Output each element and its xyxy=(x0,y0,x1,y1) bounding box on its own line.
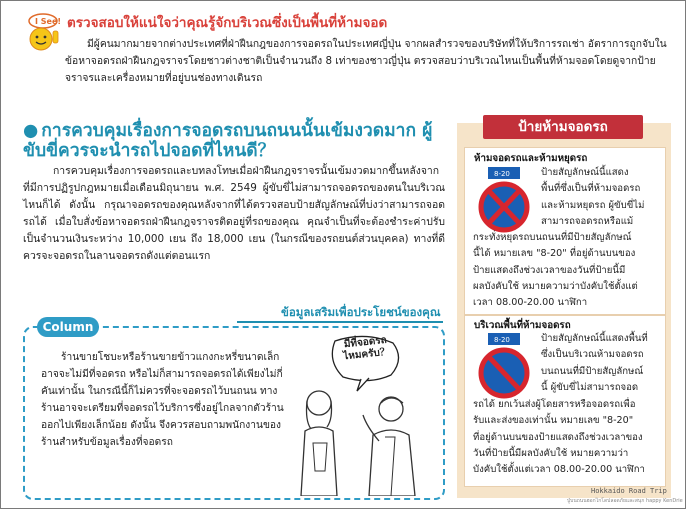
sign1-side-line: สามารถจอดรถหรือแม้ xyxy=(541,215,634,227)
sign2-side-line: บนถนนที่มีป้ายสัญลักษณ์ xyxy=(541,365,644,377)
sign2-plate: 8-20 xyxy=(494,336,510,344)
no-stopping-sign-icon xyxy=(473,167,535,233)
sign1-line: กระทั่งหยุดรถบนถนนที่มีป้ายสัญลักษณ์ xyxy=(473,232,632,243)
sign2-side-line: นี้ ผู้ขับขี่ไม่สามารถจอด xyxy=(541,381,639,393)
speech-bubble-text: มีที่จอดรถไหมครับ？ xyxy=(342,334,391,363)
sign1-side-text xyxy=(541,165,663,230)
intro-paragraph: มีผู้คนมากมายจากต่างประเทศที่ฝ่าฝืนกฎของการจอดรถในประเทศญี่ปุ่น จากผลสำรวจของบริษัทที่ให้บริการรถเช่า อัตราการถูกจับในข้อหาจอดรถฝ่าฝืนกฎจราจรโดยชาวต่างชาติเป็นจำนวนถึง 8 เท่าของชาวญี่ปุ่น ตรวจสอบว่าบริเวณไหนเป็นพื้นที่ห้ามจอดโดยดูจากป้ายจราจรและเครื่องหมายที่อยู่บนช่องทางเดินรถ xyxy=(65,38,667,84)
see-badge-text: I See! xyxy=(35,17,62,26)
sign2-line: รับและส่งของเท่านั้น หมายเลข "8-20" xyxy=(473,415,634,427)
sign2-side-line: ซึ่งเป็นบริเวณห้ามจอดรถ xyxy=(541,349,644,361)
sign1-plate: 8-20 xyxy=(494,170,510,178)
bullet-icon: ● xyxy=(23,121,39,141)
footer-credit: ปู่บนถนนฮอกไกโดปลอดภัยและสนุก happy KenDrie xyxy=(567,498,683,504)
sign2-heading: บริเวณพื้นที่ห้ามจอดรถ xyxy=(474,320,571,331)
sign1-text xyxy=(473,230,663,311)
sign1-line: นี้ได้ หมายเลข "8-20" ที่อยู่ด้านบนของ xyxy=(473,248,636,260)
divider xyxy=(237,321,443,323)
header-title: ตรวจสอบให้แน่ใจว่าคุณรู้จักบริเวณซึ่งเป็นพื้นที่ห้ามจอด xyxy=(67,15,388,31)
column-badge: Column xyxy=(37,317,99,337)
sign1-side-line: และห้ามหยุดรถ ผู้ขับขี่ไม่ xyxy=(541,199,645,211)
smiley-see-icon xyxy=(23,11,67,51)
footer-series: Hokkaido Road Trip xyxy=(591,487,667,495)
panel-title: ป้ายห้ามจอดรถ xyxy=(483,115,643,139)
sign2-side-text xyxy=(541,331,663,396)
column-text: ร้านขายโชบะหรือร้านขายข้าวแกงกะหรี่ขนาดเล็กอาจจะไม่มีที่จอดรถ หรือไม่ก็สามารถจอดรถได้เพียงไม่กี่คันเท่านั้น ในกรณีนี้ก็ไม่ควรที่จะจอดรถไว้บนถนน ทางร้านอาจจะเตรียมที่จอดรถไว้บริการซึ่งอยู่ไกลจากตัวร้านออกไปเพียงเล็กน้อย ดังนั้น จึงควรสอบถามพนักงานของร้านสำหรับข้อมูลเรื่องที่จอดรถ xyxy=(41,352,284,448)
sign1-line: ผลบังคับใช้ หมายความว่าบังคับใช้ตั้งแต่ xyxy=(473,280,638,292)
sign1-line: เวลา 08.00-20.00 นาฬิกา xyxy=(473,297,588,309)
section-title xyxy=(23,121,443,161)
sign2-line: วันที่ป้ายนี้มีผลบังคับใช้ หมายความว่า xyxy=(473,447,629,459)
sign2-line: รถได้ ยกเว้นส่งผู้โดยสารหรือจอดรถเพื่อ xyxy=(473,399,636,410)
sign1-line: ป้ายแสดงถึงช่วงเวลาของวันที่ป้ายนี้มี xyxy=(473,264,626,276)
sign1-side-line: ป้ายสัญลักษณ์นี้แสดง xyxy=(541,167,629,178)
sign1-heading: ห้ามจอดรถและห้ามหยุดรถ xyxy=(474,153,588,164)
section-title-text: การควบคุมเรื่องการจอดรถบนถนนนั้นเข้มงวดมาก ผู้ขับขี่ควรจะนำรถไปจอดที่ไหนดี？ xyxy=(23,121,433,161)
sign2-side-line: ป้ายสัญลักษณ์นี้แสดงพื้นที่ xyxy=(541,333,648,344)
extra-info-label: ข้อมูลเสริมเพื่อประโยชน์ของคุณ xyxy=(281,305,441,319)
sign2-line: ที่อยู่ด้านบนของป้ายแสดงถึงช่วงเวลาของ xyxy=(473,431,643,443)
section-body: การควบคุมเรื่องการจอดรถและบทลงโทษเมื่อฝ่าฝืนกฎจราจรนั้นเข้มงวดมากขึ้นหลังจากที่มีการปฏิรูปกฎหมายเมื่อเดือนมิถุนายน พ.ศ. 2549 ผู้ขับขี่ไม่สามารถจอดรถของตนในบริเวณไหนก็ได้ ดังนั้น กรุณาจอดรถของคุณหลังจากที่ได้ตรวจสอบป้ายสัญลักษณ์ที่บ่งว่าสามารถจอดรถได้ เมื่อใบสั่งข้อหาจอดรถฝ่าฝืนกฎจราจรติดอยู่ที่รถของคุณ คุณจำเป็นที่จะต้องชำระค่าปรับเป็นจำนวนเงินระหว่าง 10,000 เยน ถึง 18,000 เยน (ในกรณีของรถยนต์ส่วนบุคคล) ทางที่ดีควรจะจอดรถในลานจอดรถดังแต่ตอนแรก xyxy=(23,165,445,263)
sign2-text xyxy=(473,397,663,478)
no-parking-sign-icon xyxy=(473,333,535,399)
sign2-line: บังคับใช้ตั้งแต่เวลา 08.00-20.00 นาฬิกา xyxy=(473,464,645,476)
sign1-side-line: พื้นที่ซึ่งเป็นที่ห้ามจอดรถ xyxy=(541,183,641,195)
